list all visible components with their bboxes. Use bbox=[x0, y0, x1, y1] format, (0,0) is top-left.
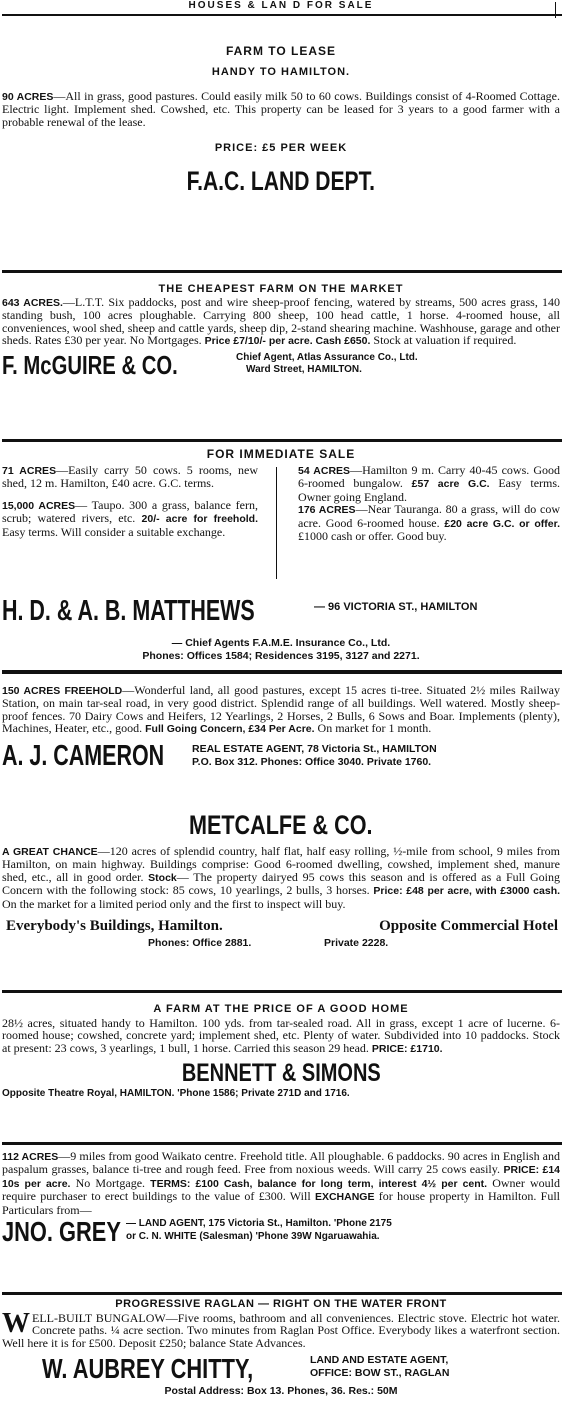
ad4-agent-note2: P.O. Box 312. Phones: Office 3040. Private 1760. bbox=[192, 755, 432, 768]
ad2-tail: Stock at valuation if required. bbox=[373, 333, 517, 348]
ad7-agent-note1: — LAND AGENT, 175 Victoria St., Hamilton. 'Phone 2175 bbox=[126, 1218, 392, 1230]
ad3-agent-note1: — Chief Agents F.A.M.E. Insurance Co., Ltd. bbox=[171, 637, 391, 649]
ad4-lead: 150 ACRES FREEHOLD bbox=[2, 685, 123, 697]
ad6-price: PRICE: £1710. bbox=[371, 1042, 443, 1055]
ad3-right1-text: —Hamilton 9 m. Carry 40-45 cows. Good 6-roomed bungalow. bbox=[298, 463, 561, 491]
ad3-right1-lead: 54 ACRES bbox=[298, 465, 351, 477]
ad7-exchange: EXCHANGE bbox=[314, 1191, 375, 1204]
header-rule bbox=[2, 14, 562, 16]
ad3-left-listing-2 bbox=[2, 499, 258, 538]
ad3-left-listing-1 bbox=[2, 464, 258, 490]
ad7-mid: No Mortgage. bbox=[75, 1175, 146, 1190]
ad1-text: —All in grass, good pastures. Could easily milk 50 to 60 cows. Buildings consist of 4-Roomed Cottage. Electric light. Implement shed. Cowshed, etc. This property can be leased for 3 years to a good farmer with a probable renewal of the lease. bbox=[2, 89, 561, 129]
rule-1 bbox=[2, 270, 562, 273]
ad5-lead: A GREAT CHANCE bbox=[2, 846, 98, 858]
rule-6 bbox=[2, 1292, 562, 1295]
ad3-right2-text: —Near Tauranga. 80 a grass, will do cow acre. Good 6-roomed house. bbox=[298, 502, 560, 530]
ad4-agent-note1: REAL ESTATE AGENT, 78 Victoria St., HAMILTON bbox=[192, 742, 437, 755]
ad5-text: —120 acres of splendid country, half flat, half easy rolling, ½-mile from school, 9 miles from Hamilton, on main highway. Buildings comprise: Good 6-roomed dwelling, cowshed, implement shed, manure shed, etc., all in good order. bbox=[2, 844, 561, 884]
ad4-tail: On market for 1 month. bbox=[317, 721, 432, 736]
ad3-agent-note2: Phones: Offices 1584; Residences 3195, 3127 and 2271. bbox=[142, 650, 420, 662]
ad7-agent: JNO. GREY bbox=[2, 1216, 121, 1248]
ad-112-acres bbox=[2, 1150, 560, 1248]
ad1-price: PRICE: £5 PER WEEK bbox=[214, 142, 348, 155]
rule-5 bbox=[2, 1142, 562, 1145]
ad8-agent-note2: OFFICE: BOW ST., RAGLAN bbox=[310, 1367, 450, 1380]
ad7-agent-note2: or C. N. WHITE (Salesman) 'Phone 39W Ngaruawahia. bbox=[126, 1231, 380, 1243]
ad5-office-right: Opposite Commercial Hotel bbox=[379, 918, 558, 935]
ad4-text: —Wonderful land, all good pastures, except 15 acres ti-tree. Situated 2½ miles Railway Station, on main tar-seal road, in very good district. Splendid range of all buildings. Well watered. Mostly sheep-proof fences. 70 Dairy Cows and Heifers, 12 Yearlings, 2 Horses, 2 Bulls, 6 Sows and Boar. Implements (plenty), Machines, Heater, etc., good. bbox=[2, 683, 561, 736]
ad2-agent: F. McGUIRE & CO. bbox=[2, 349, 178, 380]
ad3-left2-text: — Taupo. 300 a grass, balance fern, scrub; watered rivers, etc. bbox=[2, 497, 258, 526]
ad3-right2-lead: 176 ACRES bbox=[298, 504, 356, 517]
ad2-lead: 643 ACRES. bbox=[2, 297, 63, 309]
ad2-price: Price £7/10/- per acre. Cash £650. bbox=[204, 335, 371, 348]
ad5-office-left: Everybody's Buildings, Hamilton. bbox=[6, 918, 223, 935]
ad1-heading: FARM TO LEASE bbox=[225, 44, 337, 58]
ad7-lead: 112 ACRES bbox=[2, 1151, 59, 1163]
ad3-column-divider bbox=[276, 467, 277, 579]
ad5-stock-lead: Stock bbox=[148, 871, 177, 884]
ad5-tail: On the market for a limited period only and the first to inspect will buy. bbox=[2, 896, 346, 911]
ad3-agent-address: — 96 VICTORIA ST., HAMILTON bbox=[314, 601, 478, 613]
ad4-agent: A. J. CAMERON bbox=[2, 739, 165, 772]
ad6-agent-note: Opposite Theatre Royal, HAMILTON. 'Phone 1586; Private 271D and 1716. bbox=[2, 1088, 350, 1100]
ad3-right-listing-2 bbox=[298, 503, 560, 542]
ad8-heading: PROGRESSIVE RAGLAN — RIGHT ON THE WATER FRONT bbox=[115, 1298, 447, 1310]
ad7-text: —9 miles from good Waikato centre. Freehold title. All ploughable. 6 paddocks. 90 acres in English and paspalum grasses, balance ti-tree and rough feed. Free from noxious weeds. Will carry 25 cows easily. bbox=[2, 1149, 560, 1177]
ad3-right2-price: £20 acre G.C. or offer. bbox=[444, 517, 560, 530]
ad-farm-to-lease bbox=[2, 44, 560, 197]
ad3-agent: H. D. & A. B. MATTHEWS bbox=[2, 595, 255, 627]
ad8-text: ELL-BUILT BUNGALOW—Five rooms, bathroom and all conveniences. Electric stove. Electric hot water. Concrete paths. ¼ acre section. Two minutes from Raglan Post Office. Everybody likes a waterfront section. Well here it is for £500. Deposit £250; balance State Advances. bbox=[2, 1311, 560, 1350]
ad7-text2: Owner would require purchaser to erect buildings to the value of £300. Will bbox=[2, 1175, 560, 1204]
ad7-terms: TERMS: £100 Cash, balance for long term, interest 4½ per cent. bbox=[150, 1177, 488, 1190]
ad-immediate-sale bbox=[2, 447, 560, 717]
ad7-price: PRICE: £14 10s per acre. bbox=[2, 1164, 561, 1190]
ad8-body bbox=[2, 1308, 560, 1350]
ad3-left2-tail: Easy terms. Will consider a suitable exchange. bbox=[2, 524, 226, 539]
ad5-private: Private 2228. bbox=[324, 937, 389, 950]
ad3-right-column bbox=[298, 464, 560, 542]
header-scroll-mark bbox=[555, 2, 556, 18]
ad2-heading: THE CHEAPEST FARM ON THE MARKET bbox=[158, 283, 404, 295]
ad5-phones: Phones: Office 2881. bbox=[148, 937, 252, 950]
ad2-agent-note1: Chief Agent, Atlas Assurance Co., Ltd. bbox=[236, 351, 418, 363]
rule-3 bbox=[2, 670, 562, 674]
ad5-agent: METCALFE & CO. bbox=[189, 810, 373, 840]
ad7-text3: for house property in Hamilton. Full Particulars from— bbox=[2, 1189, 560, 1217]
page-header bbox=[2, 0, 560, 14]
ad3-right2-tail: £1000 cash or offer. Good buy. bbox=[298, 529, 447, 544]
ad3-left1-lead: 71 ACRES bbox=[2, 465, 57, 477]
rule-4 bbox=[2, 990, 562, 993]
ad1-subheading: HANDY TO HAMILTON. bbox=[211, 66, 351, 78]
ad2-text: —L.T.T. Six paddocks, post and wire sheep-proof fencing, watered by streams, 500 acres grass, 140 standing bush, 100 acres ploughable. Carrying 800 sheep, 100 head cattle, 1 horse. 4-roomed house, all conveniences, wool shed, sheep and cattle yards, sheep dip, 2-stand shearing machine. Washhouse, garage and other sheds. Rates £30 per year. No Mortgages. bbox=[2, 295, 561, 348]
ad6-heading: A FARM AT THE PRICE OF A GOOD HOME bbox=[153, 1003, 409, 1015]
ad3-right-listing-1 bbox=[298, 464, 560, 503]
ad8-dropcap: W bbox=[2, 1308, 30, 1339]
ad3-left1-text: —Easily carry 50 cows. 5 rooms, new shed, 12 m. Hamilton, £40 acre. G.C. terms. bbox=[2, 463, 259, 491]
ad2-body bbox=[2, 296, 560, 348]
ad3-right1-tail: Easy terms. Owner going England. bbox=[298, 476, 561, 504]
ad4-price: Full Going Concern, £34 Per Acre. bbox=[145, 723, 315, 736]
ad3-right1-price: £57 acre G.C. bbox=[411, 478, 490, 491]
ad2-agent-note2: Ward Street, HAMILTON. bbox=[246, 363, 362, 375]
header-title: HOUSES & LAN D FOR SALE bbox=[188, 0, 374, 11]
ad3-left-column bbox=[2, 464, 258, 538]
ad3-heading: FOR IMMEDIATE SALE bbox=[206, 447, 356, 461]
ad8-agent: W. AUBREY CHITTY, bbox=[42, 1353, 254, 1385]
ad5-body bbox=[2, 845, 560, 910]
ad3-left2-lead: 15,000 ACRES bbox=[2, 499, 76, 512]
ad-raglan bbox=[2, 1298, 560, 1401]
ad4-body bbox=[2, 684, 560, 736]
ad3-left2-price: 20/- acre for freehold. bbox=[141, 513, 258, 526]
ad7-body bbox=[2, 1150, 560, 1216]
ad1-agent: F.A.C. LAND DEPT. bbox=[186, 166, 376, 197]
ad5-stock-text: — The property dairyed 95 cows this season and is offered as a Full Going Concern with the following stock: 85 cows, 10 yearlings, 2 bulls, 3 horses. bbox=[2, 869, 561, 898]
ad1-lead: 90 ACRES bbox=[2, 91, 54, 103]
ad6-text: 28½ acres, situated handy to Hamilton. 100 yds. from tar-sealed road. All in grass, except 1 acre of lucerne. 6-roomed house; cowshed, concrete yard; implement shed, etc. Plenty of water. Subdivided into 10 paddocks. Stock at present: 23 cows, 3 yearlings, 1 bull, 1 horse. Carried this season 29 head. bbox=[2, 1016, 560, 1055]
ad6-body bbox=[2, 1017, 560, 1055]
ad1-body bbox=[2, 90, 560, 128]
ad8-agent-note1: LAND AND ESTATE AGENT, bbox=[310, 1354, 449, 1367]
ad-metcalfe bbox=[2, 810, 560, 954]
ad6-agent: BENNETT & SIMONS bbox=[181, 1059, 381, 1088]
rule-2 bbox=[2, 439, 562, 442]
ad-farm-good-home bbox=[2, 1003, 560, 1099]
ad5-price: Price: £48 per acre, with £3000 cash. bbox=[373, 885, 561, 898]
ad8-agent-note3: Postal Address: Box 13. Phones, 36. Res.: 50M bbox=[164, 1385, 398, 1398]
ad-150-acres bbox=[2, 684, 560, 772]
ad-cheapest-farm bbox=[2, 283, 560, 380]
